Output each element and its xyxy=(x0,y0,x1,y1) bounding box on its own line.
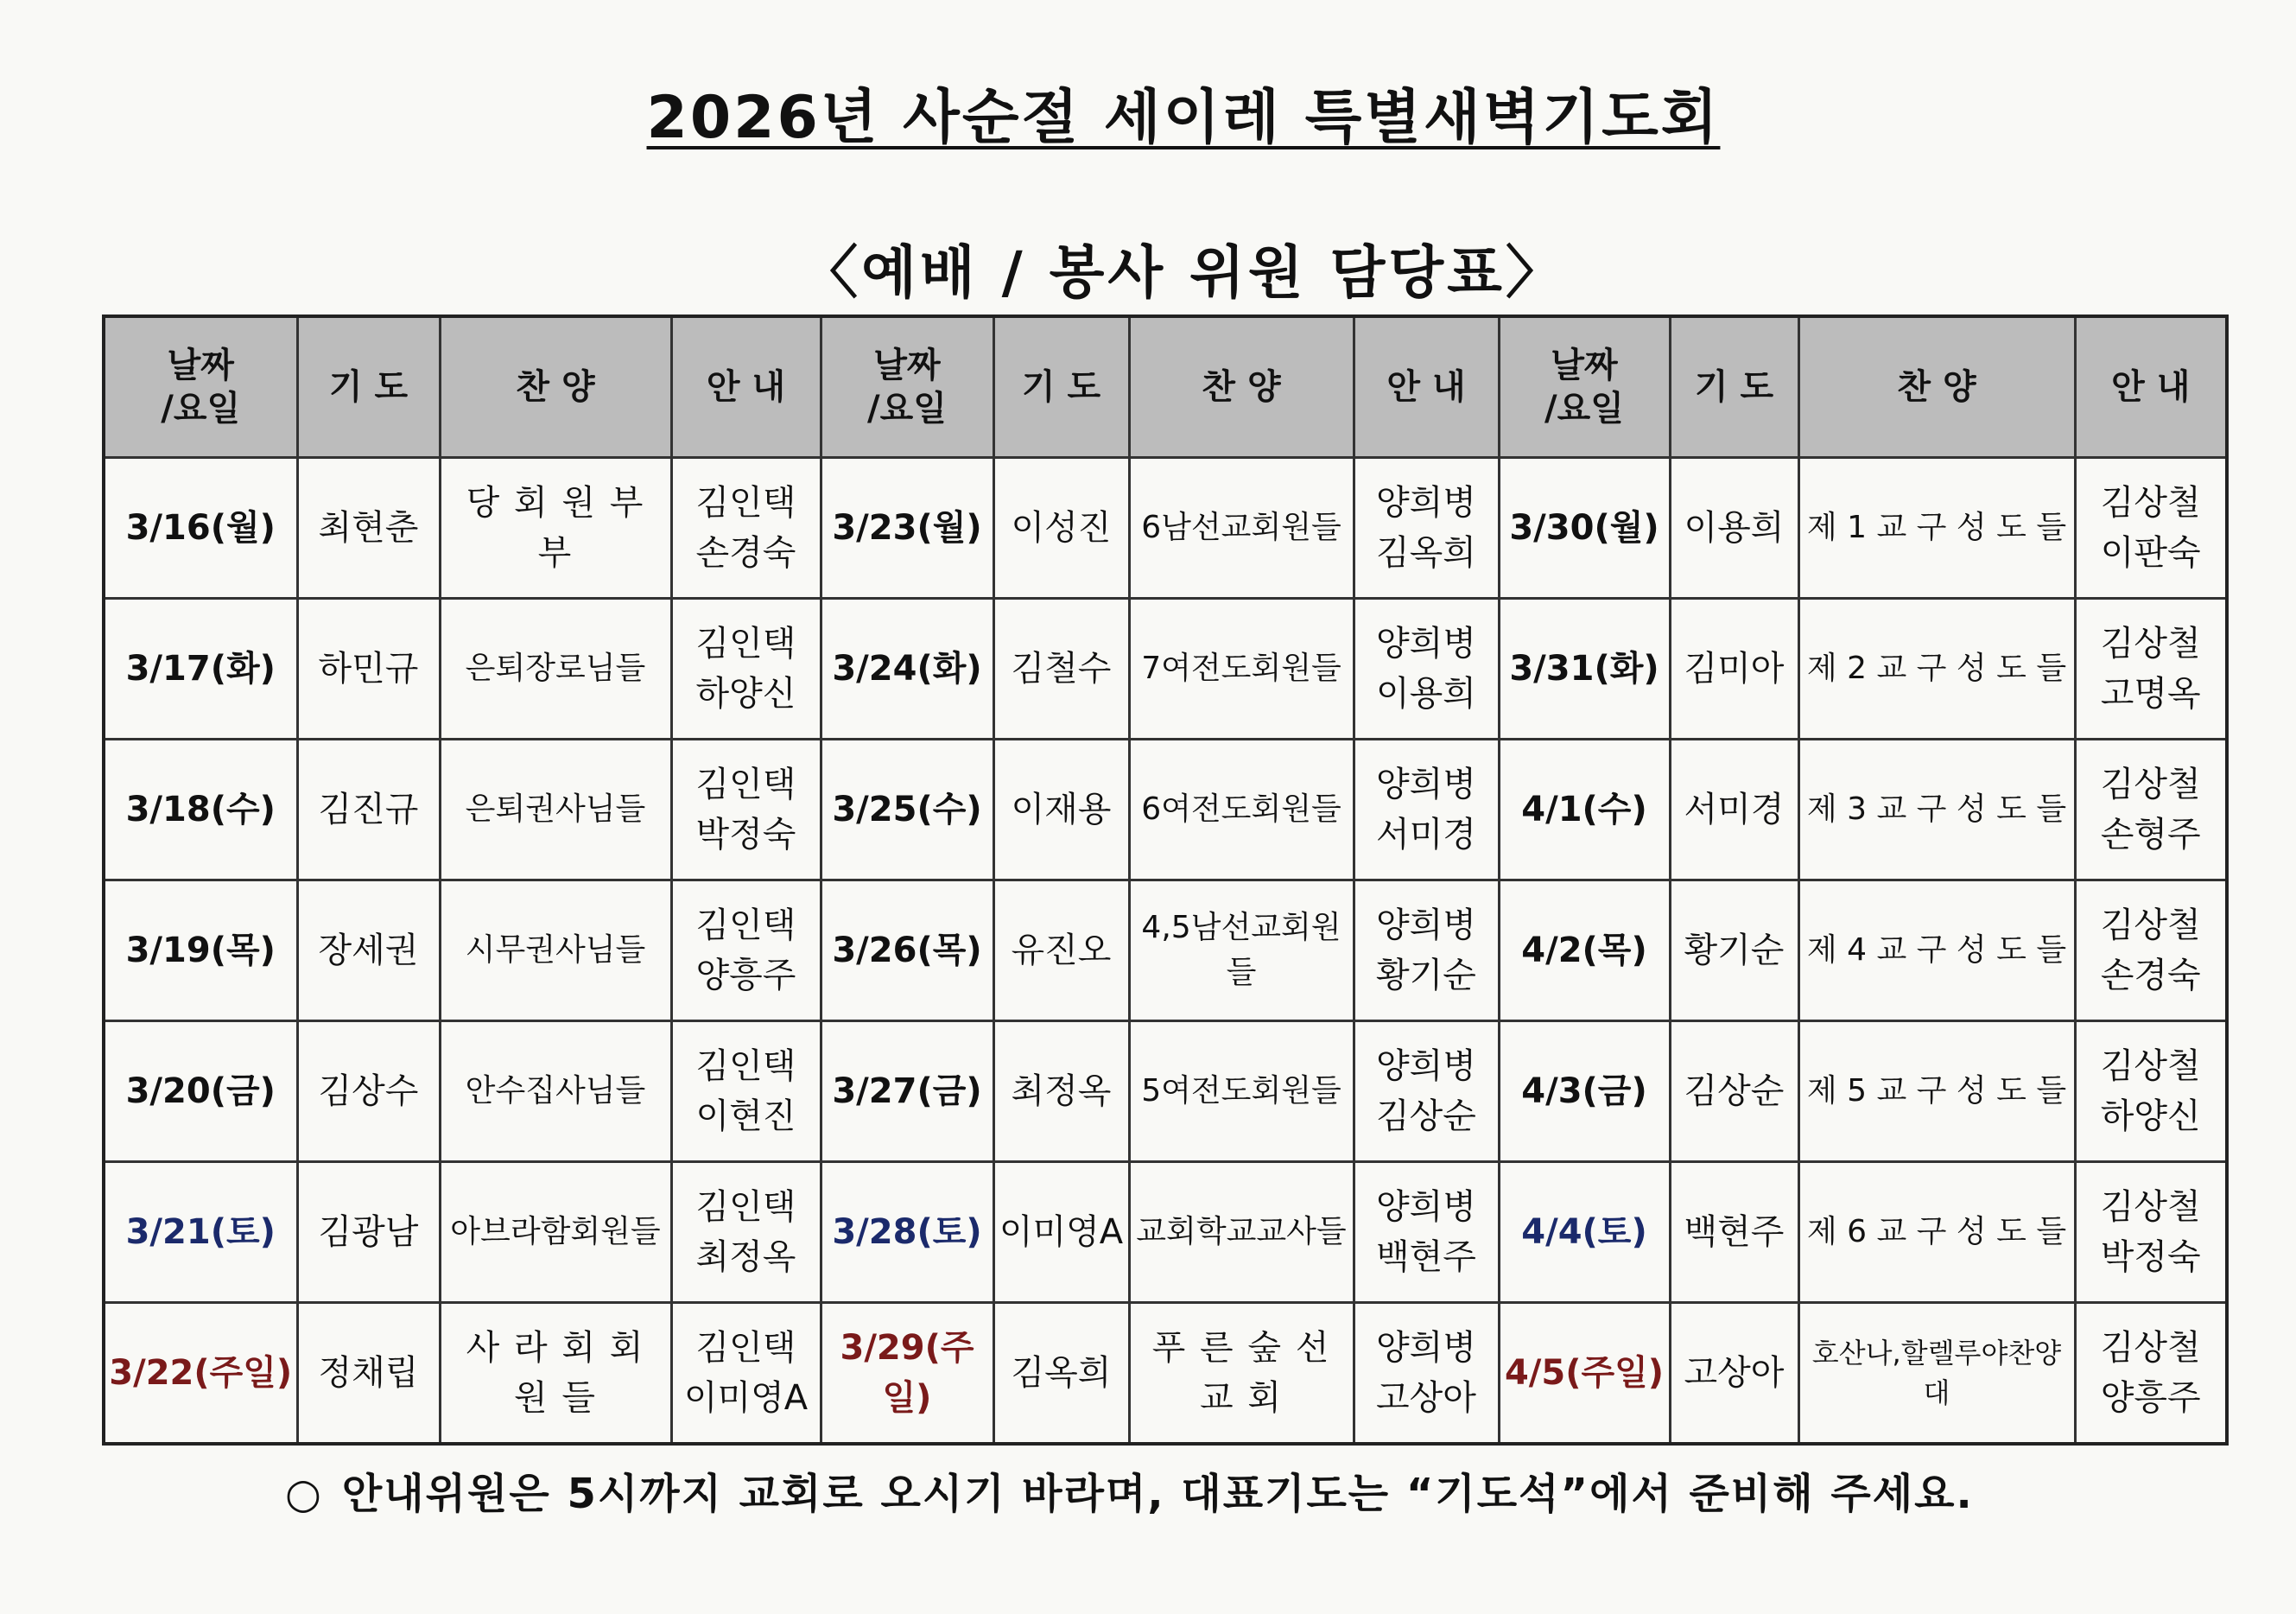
prayer-cell: 장세권 xyxy=(297,880,440,1021)
usher-cell: 김인택 이현진 xyxy=(671,1021,821,1162)
schedule-table xyxy=(102,315,2229,1446)
header-date: 날짜 /요일 xyxy=(1499,316,1670,458)
praise-cell: 은퇴권사님들 xyxy=(440,740,671,880)
prayer-cell: 이미영A xyxy=(993,1162,1129,1303)
date-cell-sunday: 3/22(주일) xyxy=(104,1303,297,1445)
praise-cell: 제 6 교 구 성 도 들 xyxy=(1798,1162,2075,1303)
footnote-text: 안내위원은 5시까지 교회로 오시기 바라며, 대표기도는 “기도석”에서 준비해 주세요. xyxy=(341,1470,1974,1518)
date-cell: 3/27(금) xyxy=(821,1021,993,1162)
usher-cell: 김인택 이미영A xyxy=(671,1303,821,1445)
praise-cell: 사 라 회 회 원 들 xyxy=(440,1303,671,1445)
praise-cell: 호산나,할렐루야찬양대 xyxy=(1798,1303,2075,1445)
praise-cell: 안수집사님들 xyxy=(440,1021,671,1162)
usher-cell: 김상철 이판숙 xyxy=(2075,458,2227,599)
praise-cell: 6여전도회원들 xyxy=(1129,740,1354,880)
prayer-cell: 이용희 xyxy=(1670,458,1798,599)
prayer-cell: 김옥희 xyxy=(993,1303,1129,1445)
prayer-cell: 최정옥 xyxy=(993,1021,1129,1162)
prayer-cell: 이성진 xyxy=(993,458,1129,599)
usher-cell: 양희병 이용희 xyxy=(1354,599,1499,740)
date-cell: 3/17(화) xyxy=(104,599,297,740)
table-row xyxy=(104,740,2227,880)
prayer-cell: 김진규 xyxy=(297,740,440,880)
date-cell: 3/30(월) xyxy=(1499,458,1670,599)
date-cell: 3/24(화) xyxy=(821,599,993,740)
header-praise: 찬 양 xyxy=(440,316,671,458)
header-prayer: 기 도 xyxy=(993,316,1129,458)
prayer-cell: 김철수 xyxy=(993,599,1129,740)
prayer-cell: 김상수 xyxy=(297,1021,440,1162)
date-cell-saturday: 4/4(토) xyxy=(1499,1162,1670,1303)
praise-cell: 아브라함회원들 xyxy=(440,1162,671,1303)
praise-cell: 5여전도회원들 xyxy=(1129,1021,1354,1162)
usher-cell: 김인택 손경숙 xyxy=(671,458,821,599)
table-row xyxy=(104,1303,2227,1445)
prayer-cell: 서미경 xyxy=(1670,740,1798,880)
praise-cell: 6남선교회원들 xyxy=(1129,458,1354,599)
date-cell-saturday: 3/21(토) xyxy=(104,1162,297,1303)
header-date: 날짜 /요일 xyxy=(104,316,297,458)
praise-cell: 교회학교교사들 xyxy=(1129,1162,1354,1303)
prayer-cell: 정채립 xyxy=(297,1303,440,1445)
prayer-cell: 하민규 xyxy=(297,599,440,740)
date-cell: 3/19(목) xyxy=(104,880,297,1021)
date-cell: 3/26(목) xyxy=(821,880,993,1021)
usher-cell: 김상철 양흥주 xyxy=(2075,1303,2227,1445)
praise-cell: 7여전도회원들 xyxy=(1129,599,1354,740)
date-cell: 4/2(목) xyxy=(1499,880,1670,1021)
usher-cell: 양희병 고상아 xyxy=(1354,1303,1499,1445)
table-row xyxy=(104,1021,2227,1162)
usher-cell: 김인택 최정옥 xyxy=(671,1162,821,1303)
usher-cell: 김상철 손형주 xyxy=(2075,740,2227,880)
date-cell-sunday: 3/29(주일) xyxy=(821,1303,993,1445)
praise-cell: 4,5남선교회원들 xyxy=(1129,880,1354,1021)
header-prayer: 기 도 xyxy=(297,316,440,458)
header-usher: 안 내 xyxy=(671,316,821,458)
praise-cell: 은퇴장로님들 xyxy=(440,599,671,740)
table-row xyxy=(104,599,2227,740)
date-cell: 3/31(화) xyxy=(1499,599,1670,740)
date-cell: 4/3(금) xyxy=(1499,1021,1670,1162)
header-praise: 찬 양 xyxy=(1129,316,1354,458)
prayer-cell: 고상아 xyxy=(1670,1303,1798,1445)
table-row xyxy=(104,458,2227,599)
usher-cell: 김상철 하양신 xyxy=(2075,1021,2227,1162)
usher-cell: 양희병 황기순 xyxy=(1354,880,1499,1021)
date-cell-saturday: 3/28(토) xyxy=(821,1162,993,1303)
date-cell: 3/16(월) xyxy=(104,458,297,599)
prayer-cell: 백현주 xyxy=(1670,1162,1798,1303)
document-title: 2026년 사순절 세이레 특별새벽기도회 xyxy=(646,84,1721,152)
prayer-cell: 황기순 xyxy=(1670,880,1798,1021)
date-cell: 3/20(금) xyxy=(104,1021,297,1162)
usher-cell: 김상철 고명옥 xyxy=(2075,599,2227,740)
usher-cell: 양희병 서미경 xyxy=(1354,740,1499,880)
usher-cell: 양희병 백현주 xyxy=(1354,1162,1499,1303)
prayer-cell: 김광남 xyxy=(297,1162,440,1303)
usher-cell: 김상철 박정숙 xyxy=(2075,1162,2227,1303)
usher-cell: 김인택 박정숙 xyxy=(671,740,821,880)
footnote xyxy=(285,1460,1974,1520)
usher-cell: 김상철 손경숙 xyxy=(2075,880,2227,1021)
praise-cell: 제 4 교 구 성 도 들 xyxy=(1798,880,2075,1021)
date-cell: 3/25(수) xyxy=(821,740,993,880)
praise-cell: 제 3 교 구 성 도 들 xyxy=(1798,740,2075,880)
header-prayer: 기 도 xyxy=(1670,316,1798,458)
date-cell: 3/23(월) xyxy=(821,458,993,599)
header-usher: 안 내 xyxy=(2075,316,2227,458)
date-cell: 4/1(수) xyxy=(1499,740,1670,880)
prayer-cell: 최현춘 xyxy=(297,458,440,599)
table-row xyxy=(104,1162,2227,1303)
praise-cell: 제 1 교 구 성 도 들 xyxy=(1798,458,2075,599)
prayer-cell: 김미아 xyxy=(1670,599,1798,740)
header-date: 날짜 /요일 xyxy=(821,316,993,458)
header-praise: 찬 양 xyxy=(1798,316,2075,458)
usher-cell: 양희병 김옥희 xyxy=(1354,458,1499,599)
praise-cell: 당 회 원 부 부 xyxy=(440,458,671,599)
prayer-cell: 이재용 xyxy=(993,740,1129,880)
bullet-circle-icon: ○ xyxy=(285,1470,323,1518)
prayer-cell: 김상순 xyxy=(1670,1021,1798,1162)
usher-cell: 김인택 양흥주 xyxy=(671,880,821,1021)
document-subtitle: 〈예배 / 봉사 위원 담당표〉 xyxy=(801,239,1566,306)
date-cell-sunday: 4/5(주일) xyxy=(1499,1303,1670,1445)
header-usher: 안 내 xyxy=(1354,316,1499,458)
praise-cell: 푸 른 숲 선 교 회 xyxy=(1129,1303,1354,1445)
praise-cell: 제 2 교 구 성 도 들 xyxy=(1798,599,2075,740)
praise-cell: 제 5 교 구 성 도 들 xyxy=(1798,1021,2075,1162)
usher-cell: 양희병 김상순 xyxy=(1354,1021,1499,1162)
praise-cell: 시무권사님들 xyxy=(440,880,671,1021)
date-cell: 3/18(수) xyxy=(104,740,297,880)
header-row xyxy=(104,316,2227,458)
table-row xyxy=(104,880,2227,1021)
prayer-cell: 유진오 xyxy=(993,880,1129,1021)
usher-cell: 김인택 하양신 xyxy=(671,599,821,740)
